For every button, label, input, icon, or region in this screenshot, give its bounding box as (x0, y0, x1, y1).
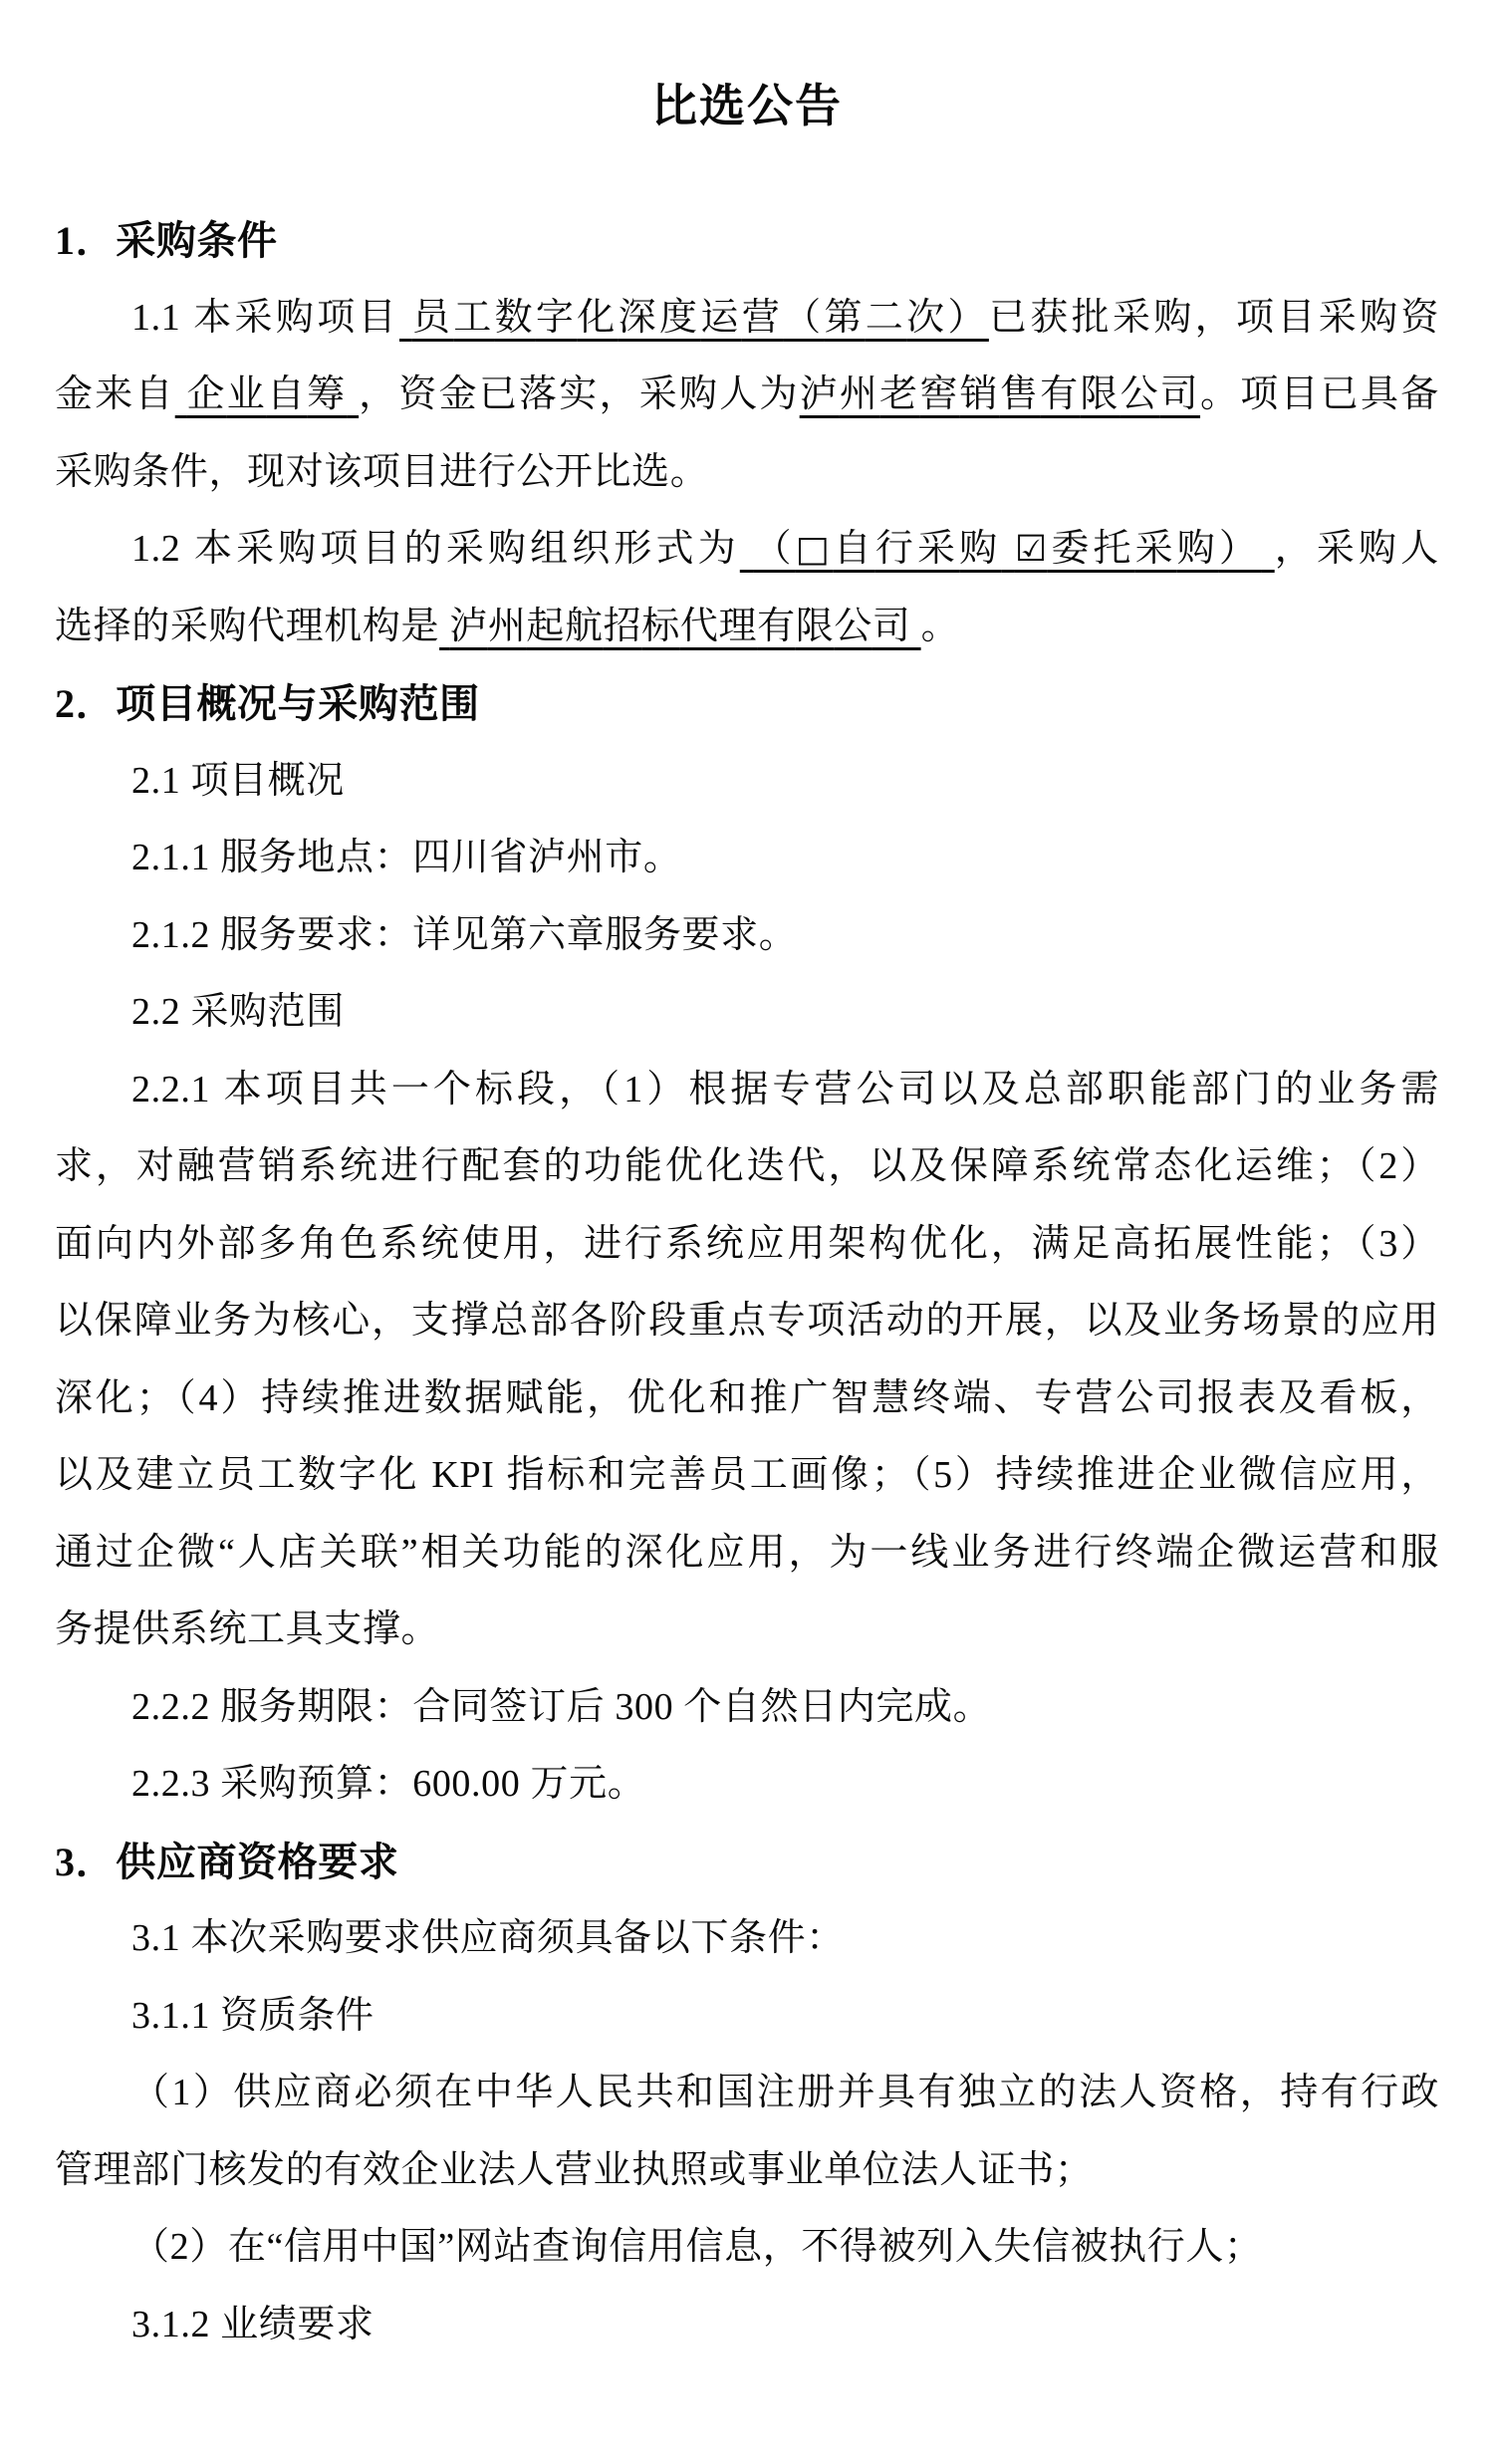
text-run: 1．采购条件 (55, 218, 278, 263)
text-run: 管理部门核发的有效企业法人营业执照或事业单位法人证书； (55, 2148, 1094, 2191)
text-line (55, 1206, 1439, 1284)
text-run: 2.2.1 本项目共一个标段，（1）根据专营公司以及总部职能部门的业务需 (131, 1068, 1440, 1110)
text-line (55, 1978, 1439, 2056)
text-run: 2．项目概况与采购范围 (55, 681, 480, 726)
text-line (55, 820, 1439, 897)
text-line (55, 511, 1439, 589)
text-line (55, 1824, 1439, 1901)
text-line (55, 280, 1439, 358)
text-line (55, 2132, 1439, 2210)
text-line (55, 1283, 1439, 1360)
text-run: 通过企微“人店关联”相关功能的深化应用，为一线业务进行终端企微运营和服 (55, 1531, 1439, 1574)
text-run: （2）在“信用中国”网站查询信用信息，不得被列入失信被执行人； (131, 2226, 1263, 2268)
checkbox-checked-icon: ☑ (1014, 529, 1048, 570)
text-run: ，资金已落实，采购人为 (359, 373, 800, 415)
text-line (55, 1052, 1439, 1129)
text-run: 。 (920, 605, 960, 647)
text-line (55, 743, 1439, 821)
text-line (55, 434, 1439, 512)
text-run: 3.1.2 业绩要求 (131, 2303, 374, 2345)
text-run: 深化；（4）持续推进数据赋能，优化和推广智慧终端、专营公司报表及看板， (55, 1376, 1439, 1419)
text-line (55, 1592, 1439, 1669)
text-run: 2.1.2 服务要求：详见第六章服务要求。 (131, 913, 798, 956)
text-run: 2.1.1 服务地点：四川省泸州市。 (131, 837, 682, 878)
document-page (0, 68, 1494, 2464)
text-line (55, 2055, 1439, 2132)
text-line (55, 357, 1439, 434)
text-run: 。项目已具备 (1200, 373, 1439, 415)
text-run: 采购条件，现对该项目进行公开比选。 (55, 450, 709, 493)
text-line (55, 2209, 1439, 2287)
text-run: 金来自 (55, 373, 175, 415)
text-line (55, 1437, 1439, 1515)
text-run: 面向内外部多角色系统使用，进行系统应用架构优化，满足高拓展性能；（3） (55, 1222, 1439, 1265)
text-line (55, 974, 1439, 1052)
text-line (55, 1669, 1439, 1747)
underlined-text: 员工数字化深度运营（第二次） (411, 296, 989, 339)
underlined-text: 泸州起航招标代理有限公司 (449, 605, 911, 647)
underlined-text: 企业自筹 (186, 373, 348, 415)
text-line (55, 1128, 1439, 1206)
document-title: 比选公告 (651, 81, 843, 131)
text-line (55, 897, 1439, 975)
text-run: 选择的采购代理机构是 (55, 605, 440, 647)
text-run: 2.2 采购范围 (131, 991, 345, 1033)
text-run: 2.2.2 服务期限：合同签订后 300 个自然日内完成。 (131, 1685, 992, 1728)
text-line (55, 1746, 1439, 1824)
text-run: 3.1.1 资质条件 (131, 1994, 374, 2037)
text-run: 1.2 本采购项目的采购组织形式为 (131, 528, 740, 570)
underlined-text: （□自行采购 ☑委托采购） (753, 528, 1262, 570)
text-run: ，采购人 (1274, 528, 1439, 570)
text-run: 1.1 本采购项目 (131, 296, 399, 339)
text-run: 求，对融营销系统进行配套的功能优化迭代，以及保障系统常态化运维；（2） (55, 1145, 1439, 1187)
text-run: 2.1 项目概况 (131, 759, 345, 802)
text-run: 以保障业务为核心，支撑总部各阶段重点专项活动的开展，以及业务场景的应用 (55, 1300, 1440, 1342)
text-run: 务提供系统工具支撑。 (55, 1608, 440, 1650)
text-run: 3.1 本次采购要求供应商须具备以下条件： (131, 1917, 845, 1959)
text-line (55, 202, 1439, 280)
text-line (55, 1515, 1439, 1593)
document-body (55, 202, 1439, 2363)
text-run: 3．供应商资格要求 (55, 1839, 399, 1884)
checkbox-unchecked-icon: □ (795, 529, 834, 570)
text-line (55, 2287, 1439, 2364)
underlined-text: 泸州老窖销售有限公司 (799, 373, 1201, 415)
text-line (55, 1900, 1439, 1978)
text-line (55, 665, 1439, 743)
text-line (55, 1360, 1439, 1438)
text-run: （1）供应商必须在中华人民共和国注册并具有独立的法人资格，持有行政 (131, 2072, 1440, 2113)
text-run: 以及建立员工数字化 KPI 指标和完善员工画像；（5）持续推进企业微信应用， (55, 1454, 1440, 1496)
text-line (55, 589, 1439, 666)
text-run: 已获批采购，项目采购资 (988, 296, 1440, 339)
text-run: 2.2.3 采购预算：600.00 万元。 (131, 1763, 646, 1805)
